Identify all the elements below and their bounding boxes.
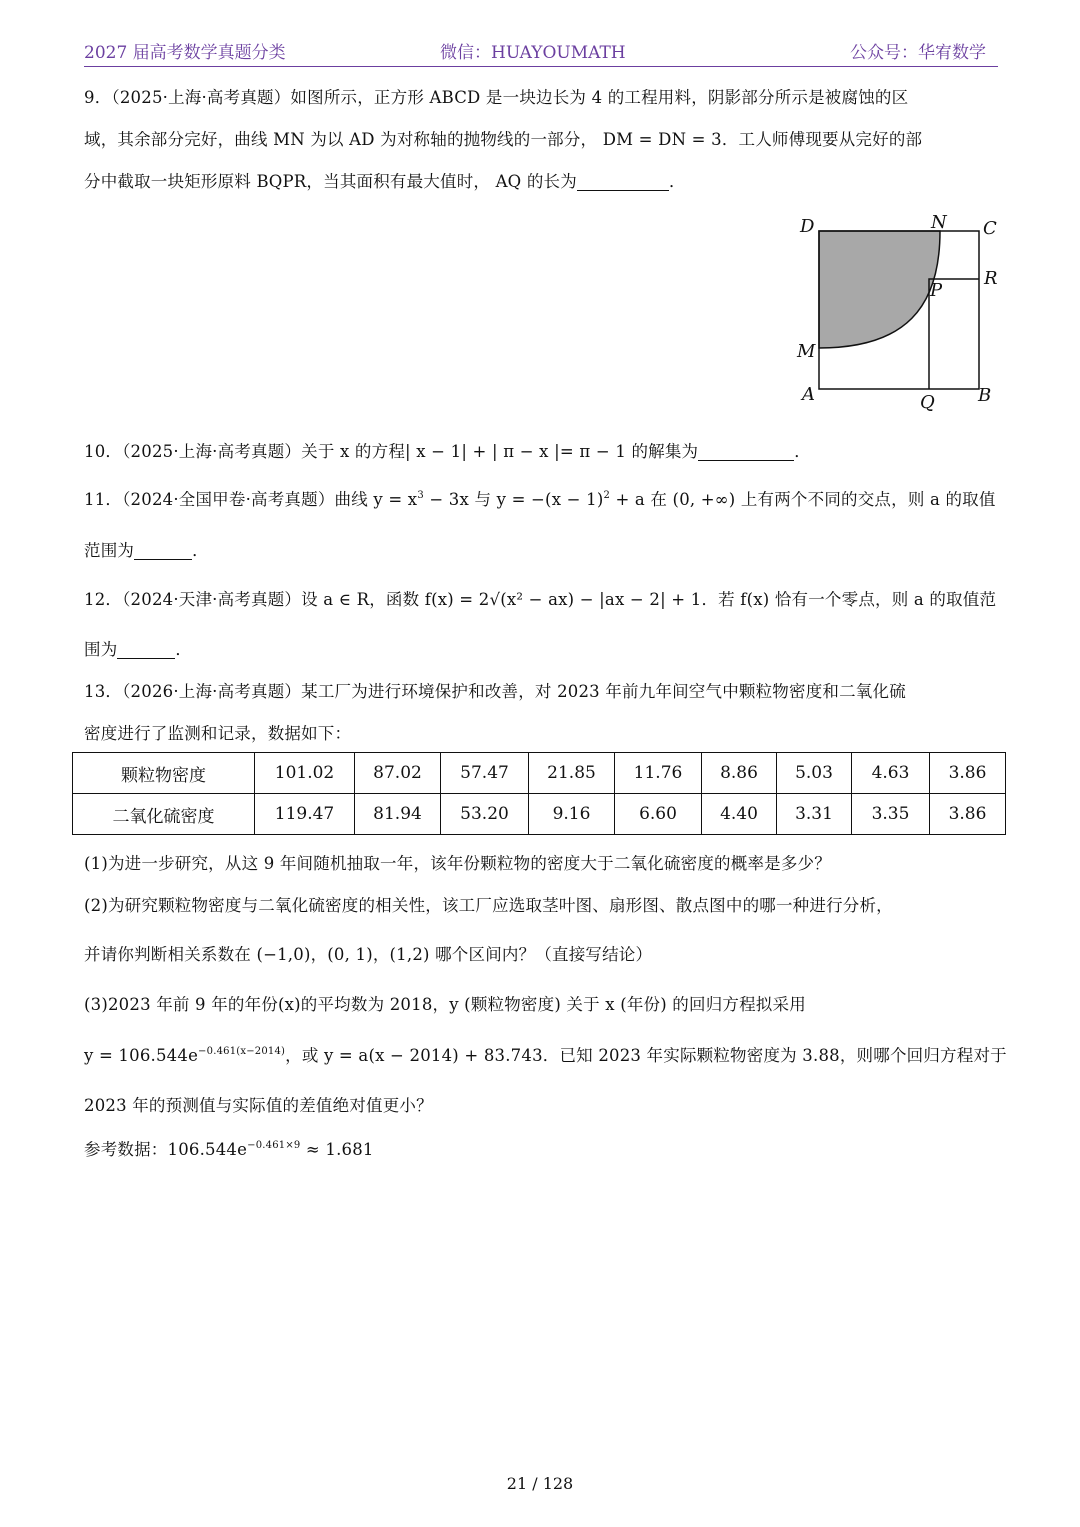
q13-part2-line1: (2)为研究颗粒物密度与二氧化硫密度的相关性，该工厂应选取茎叶图、扇形图、散点图中的哪一种进行分析， bbox=[84, 896, 893, 915]
q12-line1: 12．（2024·天津·高考真题）设 a ∈ R，函数 f(x) = 2√(x² − ax) − |ax − 2| + 1．若 f(x) 恰有一个零点，则 a 的取值范 bbox=[84, 590, 997, 609]
label-n: N bbox=[931, 212, 947, 233]
q11-line1 bbox=[84, 486, 996, 510]
table-row bbox=[73, 794, 1006, 835]
q11-sup2: 2 bbox=[603, 490, 611, 501]
table-cell: 21.85 bbox=[529, 753, 615, 794]
q13-part2-line2: 并请你判断相关系数在 (−1,0)，(0, 1)，(1,2) 哪个区间内？（直接写结论） bbox=[84, 945, 653, 964]
table-cell: 6.60 bbox=[615, 794, 702, 835]
table-cell: 4.63 bbox=[852, 753, 930, 794]
q10-end: ． bbox=[794, 442, 811, 461]
q11-end: ． bbox=[192, 541, 209, 560]
q11-text-b: − 3x 与 y = −(x − 1) bbox=[423, 490, 604, 509]
table-cell: 8.86 bbox=[702, 753, 777, 794]
header-left: 2027 届高考数学真题分类 bbox=[84, 43, 286, 63]
table-cell: 119.47 bbox=[255, 794, 355, 835]
ref-text-b: ≈ 1.681 bbox=[300, 1140, 374, 1159]
table-cell: 9.16 bbox=[529, 794, 615, 835]
q13-p3-eq-b: ，或 y = a(x − 2014) + 83.743．已知 2023 年实际颗粒物密度为 3.88，则哪个回归方程对于 bbox=[285, 1046, 1007, 1065]
q13-part3-line1: (3)2023 年前 9 年的年份(x)的平均数为 2018，y (颗粒物密度) 关于 x (年份) 的回归方程拟采用 bbox=[84, 995, 806, 1014]
table-cell: 3.31 bbox=[777, 794, 852, 835]
ref-text-a: 参考数据：106.544e bbox=[84, 1140, 248, 1159]
q11-text-c: + a 在 (0, +∞) 上有两个不同的交点，则 a 的取值 bbox=[610, 490, 996, 509]
q13-line1: 13．（2026·上海·高考真题）某工厂为进行环境保护和改善，对 2023 年前九年间空气中颗粒物密度和二氧化硫 bbox=[84, 682, 906, 701]
table-cell: 101.02 bbox=[255, 753, 355, 794]
q12-end: ． bbox=[175, 640, 193, 659]
label-r: R bbox=[984, 268, 998, 289]
q13-line2: 密度进行了监测和记录，数据如下： bbox=[84, 724, 352, 743]
q13-part1: (1)为进一步研究，从这 9 年间随机抽取一年，该年份颗粒物的密度大于二氧化硫密度的概率是多少？ bbox=[84, 854, 831, 873]
table-cell: 3.86 bbox=[930, 794, 1006, 835]
label-b: B bbox=[978, 385, 992, 406]
q9-line2: 域，其余部分完好，曲线 MN 为以 AD 为对称轴的抛物线的一部分， DM = DN = 3．工人师傅现要从完好的部 bbox=[84, 130, 923, 149]
q12-line2-text: 围为 bbox=[84, 640, 118, 659]
answer-blank bbox=[134, 541, 192, 560]
q9-line3-end: ． bbox=[668, 172, 686, 191]
label-m: M bbox=[797, 341, 816, 362]
header-center: 微信：HUAYOUMATH bbox=[440, 43, 626, 63]
label-c: C bbox=[983, 218, 997, 239]
q11-sup: 3 bbox=[417, 490, 424, 501]
corroded-region bbox=[819, 231, 940, 348]
q11-text-a: 11．（2024·全国甲卷·高考真题）曲线 y = x bbox=[84, 490, 418, 509]
q13-part3-line2 bbox=[84, 1042, 1007, 1066]
q13-p3-eq-a: y = 106.544e bbox=[84, 1046, 199, 1065]
q12-line2 bbox=[84, 636, 192, 660]
label-d: D bbox=[800, 216, 815, 237]
table-cell: 3.35 bbox=[852, 794, 930, 835]
table-cell: 3.86 bbox=[930, 753, 1006, 794]
table-cell: 11.76 bbox=[615, 753, 702, 794]
q11-line2-text: 范围为 bbox=[84, 541, 135, 560]
table-cell: 81.94 bbox=[355, 794, 441, 835]
answer-blank bbox=[698, 442, 794, 461]
q10-line bbox=[84, 438, 811, 462]
answer-blank bbox=[577, 172, 669, 191]
q9-line1: 9．（2025·上海·高考真题）如图所示，正方形 ABCD 是一块边长为 4 的工程用料，阴影部分所示是被腐蚀的区 bbox=[84, 88, 909, 107]
label-a: A bbox=[802, 384, 815, 405]
table-row bbox=[73, 753, 1006, 794]
ref-exponent: −0.461×9 bbox=[247, 1140, 301, 1151]
q13-p3-exponent: −0.461(x−2014) bbox=[198, 1046, 286, 1057]
q9-line3-text: 分中截取一块矩形原料 BQPR，当其面积有最大值时， AQ 的长为 bbox=[84, 172, 577, 191]
q10-text: 10．（2025·上海·高考真题）关于 x 的方程| x − 1| + | π − x |= π − 1 的解集为 bbox=[84, 442, 699, 461]
label-p: P bbox=[930, 280, 943, 301]
table-cell: 57.47 bbox=[441, 753, 529, 794]
q13-part3-line3: 2023 年的预测值与实际值的差值绝对值更小？ bbox=[84, 1096, 433, 1115]
data-table bbox=[72, 752, 1006, 835]
label-q: Q bbox=[920, 392, 935, 413]
table-cell: 87.02 bbox=[355, 753, 441, 794]
header-right: 公众号：华宥数学 bbox=[850, 43, 986, 63]
q13-reference bbox=[84, 1136, 374, 1160]
answer-blank bbox=[117, 640, 175, 659]
table-cell: 5.03 bbox=[777, 753, 852, 794]
page-number: 21 / 128 bbox=[506, 1474, 574, 1493]
q11-line2 bbox=[84, 537, 209, 561]
table-cell: 53.20 bbox=[441, 794, 529, 835]
row-label: 二氧化硫密度 bbox=[73, 794, 255, 835]
page-header bbox=[84, 36, 998, 67]
q9-figure bbox=[790, 208, 1010, 413]
q9-line3 bbox=[84, 168, 686, 192]
row-label: 颗粒物密度 bbox=[73, 753, 255, 794]
table-cell: 4.40 bbox=[702, 794, 777, 835]
